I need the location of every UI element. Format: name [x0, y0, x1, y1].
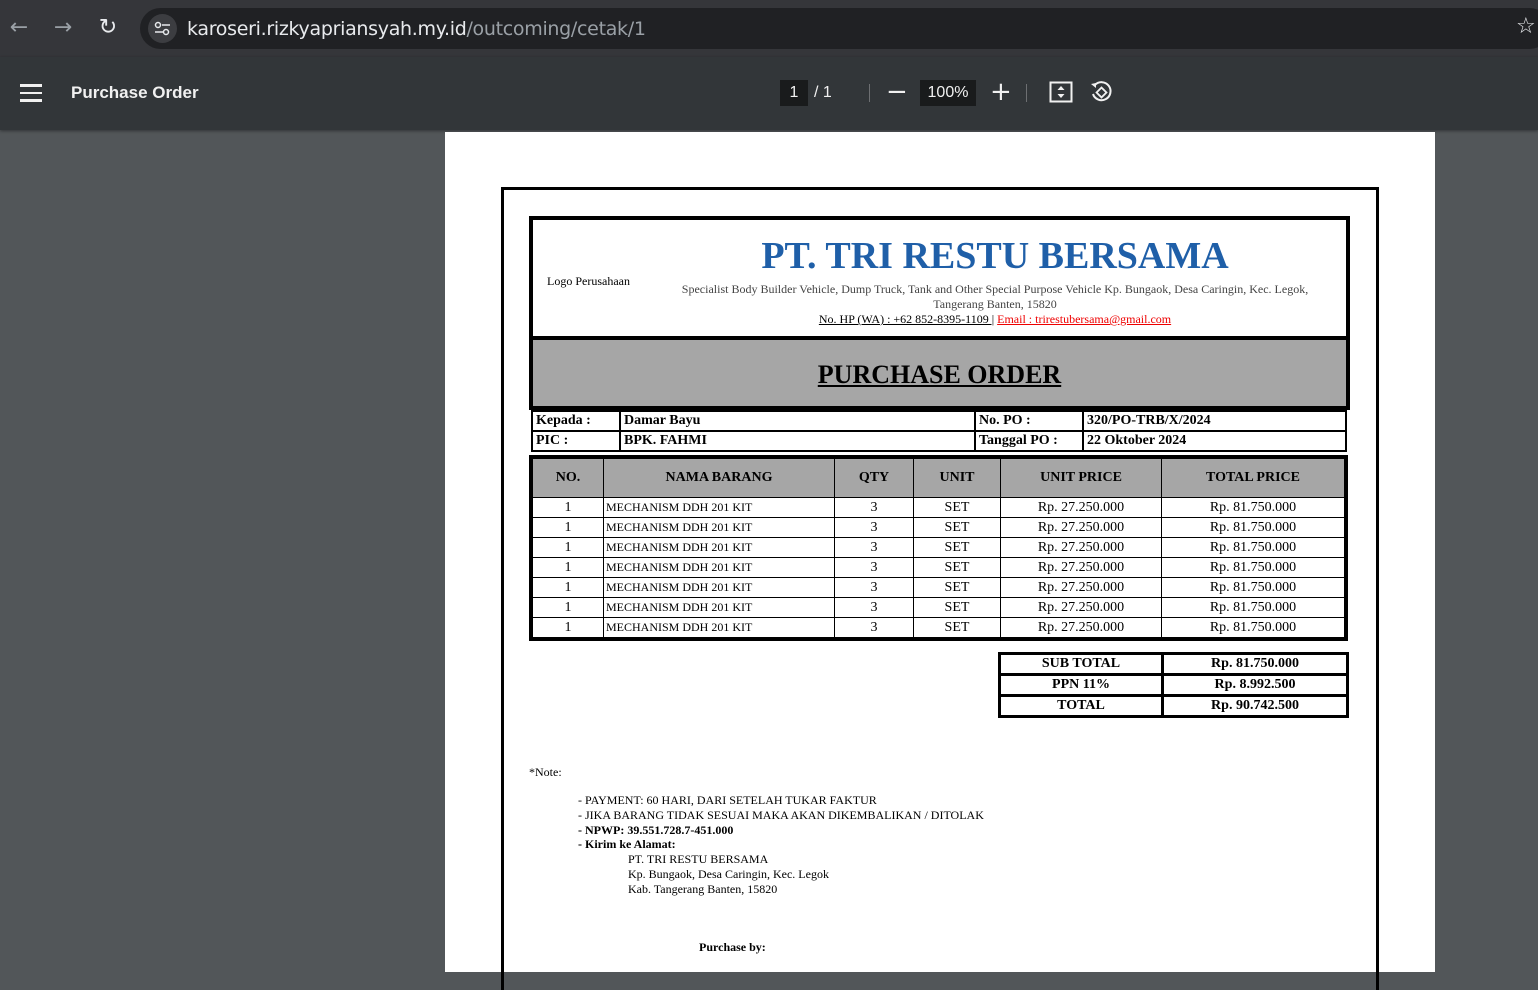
totals-table [998, 652, 1349, 718]
page-total: / 1 [814, 84, 832, 101]
company-description: Specialist Body Builder Vehicle, Dump Truck, Tank and Other Special Purpose Vehicle Kp. Bungaok, Desa Caringin, Kec. Legok, Tangerang Banten, 15820 [681, 282, 1309, 311]
toolbar-divider [869, 84, 870, 102]
cell-total-price: Rp. 81.750.000 [1162, 518, 1347, 538]
table-row [531, 538, 1346, 558]
pdf-toolbar [0, 57, 1538, 130]
total-row [1000, 696, 1348, 717]
cell-unit: SET [914, 518, 1001, 538]
cell-total-price: Rp. 81.750.000 [1162, 578, 1347, 598]
cell-nama-barang: MECHANISM DDH 201 KIT [604, 538, 835, 558]
cell-unit-price: Rp. 27.250.000 [1001, 598, 1162, 618]
ppn-value: Rp. 8.992.500 [1163, 675, 1348, 696]
subtotal-value: Rp. 81.750.000 [1163, 654, 1348, 675]
address-line: Kp. Bungaok, Desa Caringin, Kec. Legok [628, 866, 829, 881]
kepada-value: Damar Bayu [620, 411, 975, 431]
cell-qty: 3 [835, 558, 914, 578]
table-row [531, 558, 1346, 578]
table-row [531, 498, 1346, 518]
note-ship-label: - Kirim ke Alamat: [578, 837, 676, 852]
purchase-by-label: Purchase by: [699, 940, 766, 954]
cell-unit: SET [914, 618, 1001, 640]
fit-page-icon[interactable] [1049, 81, 1073, 107]
cell-total-price: Rp. 81.750.000 [1162, 498, 1347, 518]
cell-unit-price: Rp. 27.250.000 [1001, 498, 1162, 518]
pic-label: PIC : [532, 431, 620, 451]
cell-nama-barang: MECHANISM DDH 201 KIT [604, 558, 835, 578]
table-row [531, 598, 1346, 618]
pdf-page [445, 132, 1435, 972]
page-number-input[interactable]: 1 [780, 80, 808, 106]
cell-no: 1 [531, 558, 604, 578]
kepada-label: Kepada : [532, 411, 620, 431]
logo-placeholder: Logo Perusahaan [547, 274, 630, 288]
table-row [531, 618, 1346, 640]
note-label: *Note: [529, 765, 562, 779]
toolbar-divider [1026, 84, 1027, 102]
cell-no: 1 [531, 598, 604, 618]
cell-nama-barang: MECHANISM DDH 201 KIT [604, 598, 835, 618]
document-title: Purchase Order [71, 83, 199, 102]
reload-icon[interactable]: ↻ [98, 15, 118, 40]
cell-unit-price: Rp. 27.250.000 [1001, 578, 1162, 598]
cell-unit: SET [914, 498, 1001, 518]
subtotal-row [1000, 654, 1348, 675]
cell-nama-barang: MECHANISM DDH 201 KIT [604, 618, 835, 640]
col-total-price: TOTAL PRICE [1162, 457, 1347, 498]
cell-no: 1 [531, 578, 604, 598]
contact-phone: No. HP (WA) : +62 852-8395-1109 | [818, 312, 995, 326]
letterhead [529, 216, 1350, 340]
table-row [531, 518, 1346, 538]
zoom-in-icon[interactable]: + [990, 77, 1012, 107]
po-title: PURCHASE ORDER [817, 360, 1062, 389]
menu-icon[interactable] [20, 84, 42, 102]
cell-qty: 3 [835, 598, 914, 618]
address-bar[interactable] [140, 8, 1538, 49]
cell-qty: 3 [835, 498, 914, 518]
address-line: Kab. Tangerang Banten, 15820 [628, 881, 778, 896]
cell-no: 1 [531, 538, 604, 558]
bookmark-star-icon[interactable]: ☆ [1516, 14, 1536, 39]
cell-unit-price: Rp. 27.250.000 [1001, 618, 1162, 640]
no-po-label: No. PO : [975, 411, 1083, 431]
po-title-box [529, 336, 1350, 410]
cell-qty: 3 [835, 538, 914, 558]
address-line: PT. TRI RESTU BERSAMA [628, 852, 769, 867]
cell-total-price: Rp. 81.750.000 [1162, 618, 1347, 640]
col-unit: UNIT [914, 457, 1001, 498]
zoom-out-icon[interactable]: − [886, 77, 908, 107]
cell-nama-barang: MECHANISM DDH 201 KIT [604, 578, 835, 598]
subtotal-label: SUB TOTAL [1000, 654, 1163, 675]
note-payment: - PAYMENT: 60 HARI, DARI SETELAH TUKAR FAKTUR [578, 793, 877, 807]
tanggal-value: 22 Oktober 2024 [1083, 431, 1346, 451]
cell-total-price: Rp. 81.750.000 [1162, 598, 1347, 618]
pic-value: BPK. FAHMI [620, 431, 975, 451]
total-label: TOTAL [1000, 696, 1163, 717]
po-info-table [531, 410, 1347, 452]
cell-unit: SET [914, 558, 1001, 578]
ppn-label: PPN 11% [1000, 675, 1163, 696]
cell-unit-price: Rp. 27.250.000 [1001, 538, 1162, 558]
cell-unit: SET [914, 598, 1001, 618]
cell-qty: 3 [835, 578, 914, 598]
site-info-icon[interactable] [148, 14, 177, 43]
rotate-icon[interactable] [1089, 80, 1113, 108]
url-text: karoseri.rizkyapriansyah.my.id/outcoming/cetak/1 [187, 18, 646, 40]
forward-arrow-icon[interactable]: → [53, 15, 73, 40]
col-no: NO. [531, 457, 604, 498]
items-table [529, 455, 1348, 641]
company-contact [663, 312, 1327, 326]
cell-nama-barang: MECHANISM DDH 201 KIT [604, 518, 835, 538]
cell-qty: 3 [835, 518, 914, 538]
cell-no: 1 [531, 618, 604, 640]
col-unit-price: UNIT PRICE [1001, 457, 1162, 498]
cell-unit-price: Rp. 27.250.000 [1001, 518, 1162, 538]
items-header-row [531, 457, 1346, 498]
no-po-value: 320/PO-TRB/X/2024 [1083, 411, 1346, 431]
contact-email: Email : trirestubersama@gmail.com [997, 312, 1172, 326]
col-qty: QTY [835, 457, 914, 498]
cell-unit: SET [914, 578, 1001, 598]
notes-block [578, 793, 984, 897]
total-value: Rp. 90.742.500 [1163, 696, 1348, 717]
cell-unit: SET [914, 538, 1001, 558]
cell-no: 1 [531, 518, 604, 538]
table-row [531, 578, 1346, 598]
cell-total-price: Rp. 81.750.000 [1162, 558, 1347, 578]
cell-nama-barang: MECHANISM DDH 201 KIT [604, 498, 835, 518]
browser-toolbar [0, 0, 1538, 57]
zoom-input[interactable]: 100% [920, 80, 976, 106]
note-npwp: - NPWP: 39.551.728.7-451.000 [578, 822, 734, 837]
company-name: PT. TRI RESTU BERSAMA [761, 235, 1229, 277]
cell-no: 1 [531, 498, 604, 518]
note-reject: - JIKA BARANG TIDAK SESUAI MAKA AKAN DIKEMBALIKAN / DITOLAK [578, 807, 984, 822]
cell-unit-price: Rp. 27.250.000 [1001, 558, 1162, 578]
ppn-row [1000, 675, 1348, 696]
cell-qty: 3 [835, 618, 914, 640]
cell-total-price: Rp. 81.750.000 [1162, 538, 1347, 558]
back-arrow-icon[interactable]: ← [9, 15, 29, 40]
tanggal-label: Tanggal PO : [975, 431, 1083, 451]
col-nama-barang: NAMA BARANG [604, 457, 835, 498]
